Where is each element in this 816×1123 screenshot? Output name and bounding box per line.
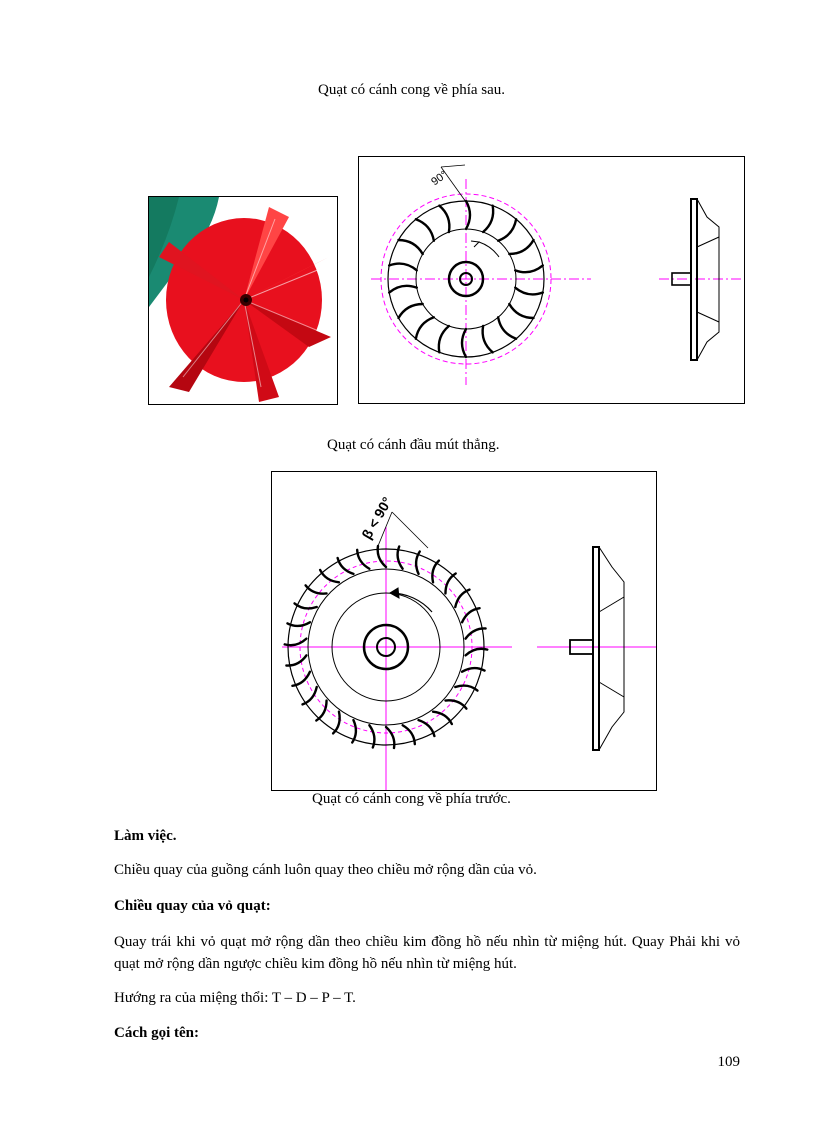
working-text: Chiều quay của guồng cánh luôn quay theo chiều mở rộng dần của vỏ.: [114, 862, 537, 878]
caption-forward-curved: Quạt có cánh cong về phía trước.: [312, 791, 511, 807]
drawing-forward-curved: [271, 471, 657, 791]
naming-heading: Cách gọi tên:: [114, 1025, 199, 1041]
fan-photo: [148, 196, 338, 405]
rotation-heading: Chiều quay của vỏ quạt:: [114, 898, 271, 914]
caption-straight-tip: Quạt có cánh đầu mút thẳng.: [327, 437, 500, 453]
working-heading: Làm việc.: [114, 828, 177, 844]
drawing1-angle-label: 90°: [429, 168, 450, 189]
outlet-text: Hướng ra của miệng thổi: T – D – P – T.: [114, 990, 356, 1006]
page-number: 109: [717, 1054, 740, 1070]
rotation-text: Quay trái khi vỏ quạt mở rộng dần theo chiều kim đồng hồ nếu nhìn từ miệng hút. Quay Phải khi vỏ quạt mở rộng dần ngược chiều kim đồng hồ nếu nhìn từ miệng hút.: [114, 934, 740, 972]
drawing2-angle-label: β < 90°: [358, 494, 396, 542]
drawing-backward-curved: [358, 156, 745, 404]
caption-backward-curved: Quạt có cánh cong về phía sau.: [318, 82, 506, 98]
